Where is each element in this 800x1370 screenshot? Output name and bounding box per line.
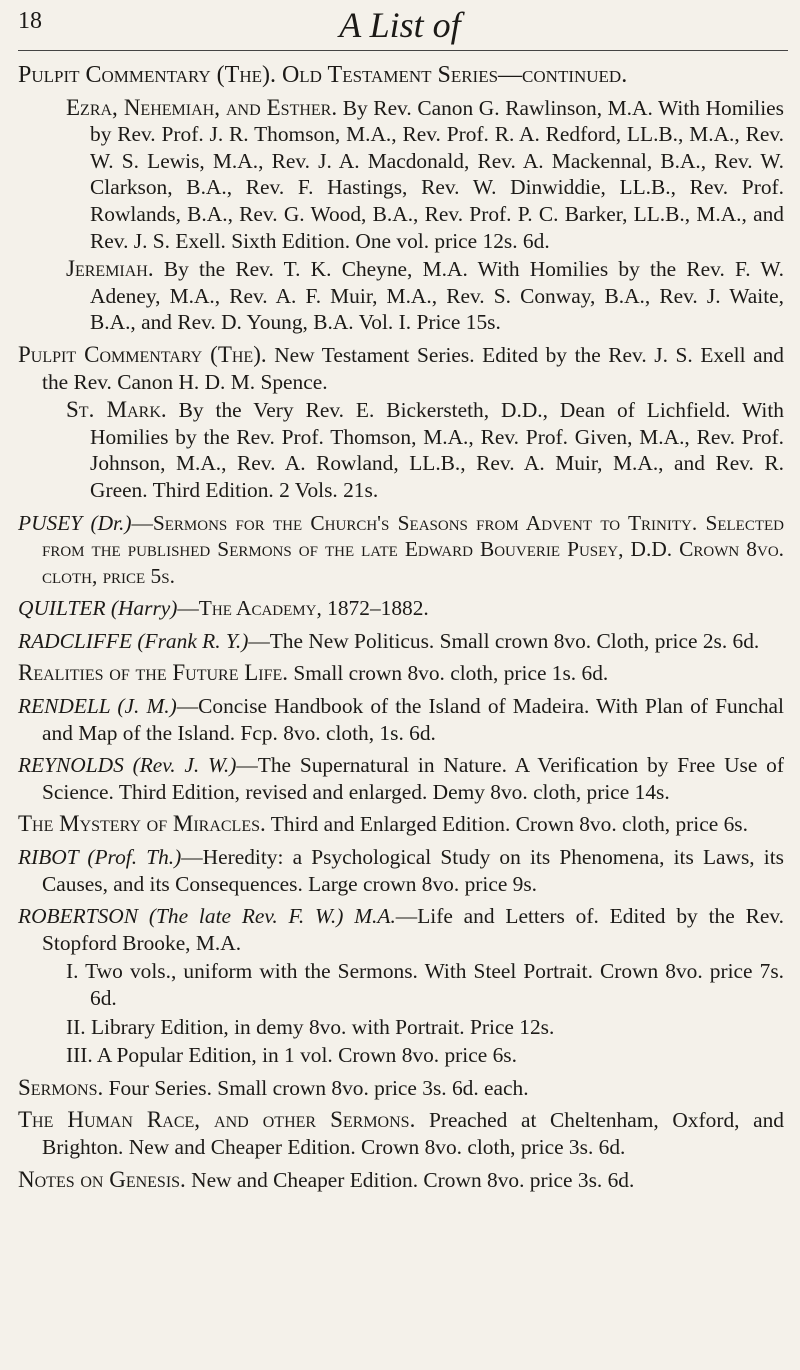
entry-mystery-of-miracles <box>18 811 784 838</box>
entry-rendell-body: —Concise Handbook of the Island of Madeira. With Plan of Funchal and Map of the Island. Fcp. 8vo. cloth, 1s. 6d. <box>42 694 784 745</box>
section-heading-pulpit-ot: Pulpit Commentary (The). Old Testament Series—continued. <box>18 62 628 88</box>
entry-ezra-lead: Ezra, Nehemiah, and Esther. <box>66 94 338 120</box>
entry-mystery-body: Third and Enlarged Edition. Crown 8vo. cloth, price 6s. <box>265 812 748 837</box>
entry-quilter <box>18 595 784 622</box>
entry-realities-body: Small crown 8vo. cloth, price 1s. 6d. <box>288 661 609 686</box>
entry-st-mark-lead: St. Mark. <box>66 397 167 423</box>
author-reynolds: REYNOLDS (Rev. J. W.) <box>18 753 237 778</box>
entry-radcliffe <box>18 628 784 655</box>
entry-notes-lead: Notes on Genesis. <box>18 1166 186 1192</box>
entry-rendell <box>18 693 784 746</box>
author-ribot: RIBOT (Prof. Th.) <box>18 845 182 870</box>
entry-ezra <box>18 95 784 255</box>
robertson-edition-2: II. Library Edition, in demy 8vo. with Portrait. Price 12s. <box>66 1014 555 1039</box>
author-robertson: ROBERTSON (The late Rev. F. W.) M.A. <box>18 904 396 929</box>
entry-sermons <box>18 1075 784 1102</box>
entry-pusey-body: —Sermons for the Church's Seasons from Advent to Trinity. Selected from the published Sermons of the late Edward Bouverie Pusey, D.D. Crown 8vo. cloth, price 5s. <box>42 510 784 588</box>
author-radcliffe: RADCLIFFE (Frank R. Y.) <box>18 628 249 653</box>
entry-radcliffe-body: —The New Politicus. Small crown 8vo. Cloth, price 2s. 6d. <box>248 628 760 653</box>
entry-reynolds <box>18 752 784 805</box>
entry-human-race-body: Preached at Cheltenham, Oxford, and Brighton. New and Cheaper Edition. Crown 8vo. cloth, price 3s. 6d. <box>42 1108 784 1159</box>
author-pusey: PUSEY (Dr.) <box>18 510 132 535</box>
header-rule <box>18 50 788 51</box>
entry-pulpit-nt-body: New Testament Series. Edited by the Rev. J. S. Exell and the Rev. Canon H. D. M. Spence. <box>42 342 784 394</box>
page-number: 18 <box>18 8 42 34</box>
entry-quilter-body: —The Academy, 1872–1882. <box>177 596 429 621</box>
entry-jeremiah-body: By the Rev. T. K. Cheyne, M.A. With Homilies by the Rev. F. W. Adeney, M.A., Rev. A. F. Muir, M.A., Rev. S. Conway, B.A., Rev. J. Waite, B.A., and Rev. D. Young, B.A. Vol. I. Price 15s. <box>90 257 784 335</box>
entry-realities-lead: Realities of the Future Life. <box>18 660 289 686</box>
entry-ribot-body: —Heredity: a Psychological Study on its Phenomena, its Laws, its Causes, and its Consequences. Large crown 8vo. price 9s. <box>42 845 784 896</box>
entry-reynolds-body: —The Supernatural in Nature. A Verification by Free Use of Science. Third Edition, revised and enlarged. Demy 8vo. cloth, price 14s. <box>42 753 785 804</box>
entry-sermons-body: Four Series. Small crown 8vo. price 3s. 6d. each. <box>103 1075 529 1100</box>
entry-pulpit-nt <box>18 342 784 395</box>
author-quilter: QUILTER (Harry) <box>18 596 178 621</box>
entry-jeremiah <box>18 256 784 336</box>
entry-human-race-lead: The Human Race, and other Sermons. <box>18 1107 416 1133</box>
author-rendell: RENDELL (J. M.) <box>18 694 177 719</box>
entry-human-race <box>18 1107 784 1160</box>
entry-jeremiah-lead: Jeremiah. <box>66 256 154 282</box>
catalogue-listing <box>18 62 784 1193</box>
entry-mystery-lead: The Mystery of Miracles. <box>18 811 266 837</box>
entry-robertson-body: —Life and Letters of. Edited by the Rev. Stopford Brooke, M.A. <box>42 904 784 955</box>
robertson-edition-3: III. A Popular Edition, in 1 vol. Crown 8vo. price 6s. <box>66 1043 517 1068</box>
entry-ribot <box>18 844 784 897</box>
entry-notes-on-genesis <box>18 1167 784 1194</box>
entry-realities <box>18 660 784 687</box>
entry-st-mark <box>18 397 784 503</box>
entry-robertson <box>18 903 784 956</box>
entry-sermons-lead: Sermons. <box>18 1074 104 1100</box>
entry-pulpit-nt-lead: Pulpit Commentary (The). <box>18 341 267 367</box>
entry-ezra-body: By Rev. Canon G. Rawlinson, M.A. With Homilies by Rev. Prof. J. R. Thomson, M.A., Rev. Prof. R. A. Redford, LL.B., M.A., Rev. W. S. Lewis, M.A., Rev. J. A. Macdonald, Rev. A. Mackennal, B.A., Rev. W. Clarkson, B.A., Rev. F. Hastings, Rev. W. Dinwiddie, LL.B., Rev. Prof. Rowlands, B.A., Rev. G. Wood, B.A., Rev. Prof. P. C. Barker, LL.B., M.A., and Rev. J. S. Exell. Sixth Edition. One vol. price 12s. 6d. <box>90 95 784 253</box>
robertson-edition-1: I. Two vols., uniform with the Sermons. With Steel Portrait. Crown 8vo. price 7s. 6d. <box>66 959 784 1010</box>
entry-st-mark-body: By the Very Rev. E. Bickersteth, D.D., Dean of Lichfield. With Homilies by the Rev. Prof. Thomson, M.A., Rev. Prof. Given, M.A., Rev. Prof. Johnson, M.A., Rev. A. Rowland, LL.B., Rev. A. Muir, M.A., and Rev. R. Green. Third Edition. 2 Vols. 21s. <box>90 398 784 502</box>
running-title: A List of <box>339 5 461 45</box>
entry-pusey <box>18 510 784 590</box>
entry-notes-body: New and Cheaper Edition. Crown 8vo. price 3s. 6d. <box>185 1167 635 1192</box>
